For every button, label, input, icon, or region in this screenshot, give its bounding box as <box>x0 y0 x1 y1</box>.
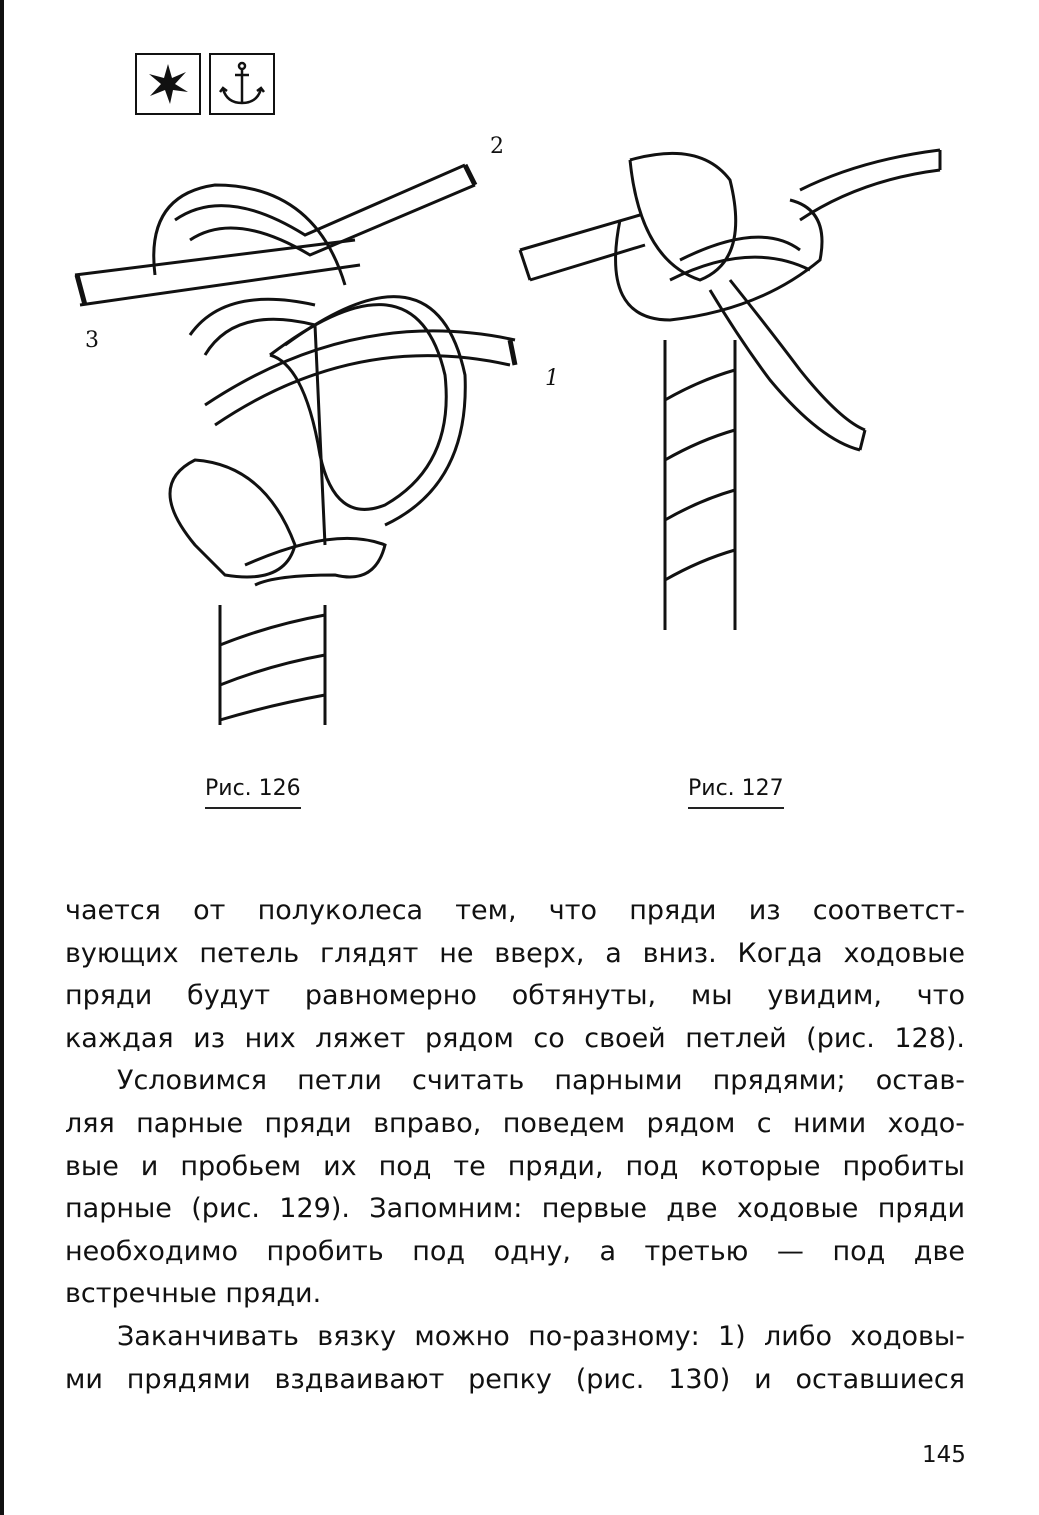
figure-126-label-2: 2 <box>490 134 504 159</box>
text-line: Заканчивать вязку можно по-разному: 1) либо ходовы- <box>117 1320 965 1352</box>
text-line: встречные пряди. <box>65 1278 322 1310</box>
anchor-icon <box>209 53 275 115</box>
figure-127-caption: Рис. 127 <box>688 776 784 809</box>
text-line: Условимся петли считать парными прядями; остав- <box>117 1065 965 1097</box>
text-line: необходимо пробить под одну, а третью — под две <box>65 1235 965 1267</box>
header-icons <box>135 53 275 115</box>
text-line: ляя парные пряди вправо, поведем рядом с ними ходо- <box>65 1107 965 1139</box>
text-line: каждая из них ляжет рядом со своей петлей (рис. 128). <box>65 1022 965 1054</box>
figure-126-knot <box>55 125 559 735</box>
figure-126-caption: Рис. 126 <box>205 776 301 809</box>
text-line: вующих петель глядят не вверх, а вниз. Когда ходовые <box>65 937 965 969</box>
text-line: пряди будут равномерно обтянуты, мы увидим, что <box>65 980 965 1012</box>
figure-127-knot <box>500 140 960 640</box>
body-text <box>65 890 965 1401</box>
text-line: парные (рис. 129). Запомним: первые две ходовые пряди <box>65 1193 965 1225</box>
figure-126-label-3: 3 <box>85 328 99 353</box>
page-number: 145 <box>922 1442 966 1468</box>
text-line: ми прядями вздваивают репку (рис. 130) и оставшиеся <box>65 1363 965 1395</box>
text-line: чается от полуколеса тем, что пряди из соответст- <box>65 895 965 926</box>
page-edge <box>0 0 4 1515</box>
figure-126-label-1: 1 <box>545 366 559 391</box>
compass-star-icon <box>135 53 201 115</box>
text-line: вые и пробьем их под те пряди, под которые пробиты <box>65 1150 965 1182</box>
